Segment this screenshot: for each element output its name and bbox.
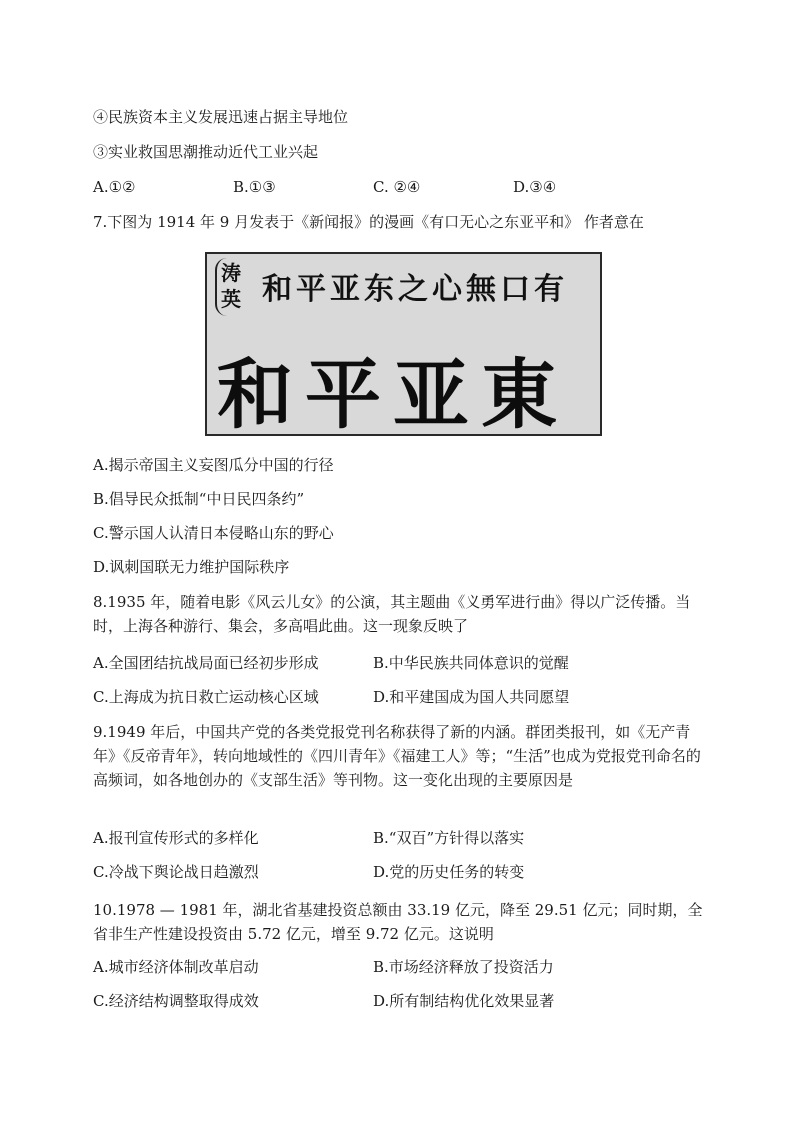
q10-option-c[interactable]: C.经济结构调整取得成效 bbox=[93, 992, 259, 1010]
q10-stem: 10.1978 — 1981 年，湖北省基建投资总额由 33.19 亿元，降至 29.51 亿元；同时期，全省非生产性建设投资由 5.72 亿元，增至 9.72 亿元。这说明 bbox=[93, 901, 703, 943]
q7-stem: 7.下图为 1914 年 9 月发表于《新闻报》的漫画《有口无心之东亚平和》 作者意在 bbox=[93, 213, 644, 231]
cartoon-title-text: 和平亚东之心無口有 bbox=[262, 272, 568, 307]
cartoon-image bbox=[205, 252, 602, 436]
q7-option-d[interactable]: D.讽刺国联无力维护国际秩序 bbox=[93, 558, 290, 576]
q6-option-b[interactable]: B.①③ bbox=[233, 178, 276, 196]
option-item-3: ③实业救国思潮推动近代工业兴起 bbox=[93, 143, 319, 161]
q7-option-b[interactable]: B.倡导民众抵制“中日民四条约” bbox=[93, 490, 305, 508]
q6-option-c[interactable]: C. ②④ bbox=[373, 178, 421, 196]
q8-option-d[interactable]: D.和平建国成为国人共同愿望 bbox=[373, 688, 570, 706]
q9-option-d[interactable]: D.党的历史任务的转变 bbox=[373, 863, 525, 881]
q8-stem: 8.1935 年，随着电影《风云儿女》的公演，其主题曲《义勇军进行曲》得以广泛传播。当时，上海各种游行、集会，多高唱此曲。这一现象反映了 bbox=[93, 593, 691, 635]
option-item-4: ④民族资本主义发展迅速占据主导地位 bbox=[93, 108, 349, 126]
q9-option-c[interactable]: C.冷战下舆论战日趋激烈 bbox=[93, 863, 259, 881]
q10-option-d[interactable]: D.所有制结构优化效果显著 bbox=[373, 992, 555, 1010]
q8-option-b[interactable]: B.中华民族共同体意识的觉醒 bbox=[373, 654, 569, 672]
q9-stem: 9.1949 年后，中国共产党的各类党报党刊名称获得了新的内涵。群团类报刊，如《无产青年》《反帝青年》，转向地域性的《四川青年》《福建工人》等；“生活”也成为党报党刊命名的高频词，如各地创办的《支部生活》等刊物。这一变化出现的主要原因是 bbox=[93, 723, 701, 789]
q10-option-a[interactable]: A.城市经济体制改革启动 bbox=[93, 958, 259, 976]
q7-option-c[interactable]: C.警示国人认清日本侵略山东的野心 bbox=[93, 524, 334, 542]
q8-option-a[interactable]: A.全国团结抗战局面已经初步形成 bbox=[93, 654, 319, 672]
q7-option-a[interactable]: A.揭示帝国主义妄图瓜分中国的行径 bbox=[93, 456, 334, 474]
cartoon-author-text: 涛英 bbox=[221, 261, 241, 311]
q8-option-c[interactable]: C.上海成为抗日救亡运动核心区域 bbox=[93, 688, 319, 706]
q10-option-b[interactable]: B.市场经济释放了投资活力 bbox=[373, 958, 554, 976]
cartoon-main-text: 和平亚東 bbox=[217, 350, 569, 436]
q6-option-a[interactable]: A.①② bbox=[93, 178, 136, 196]
q9-option-b[interactable]: B.“双百”方针得以落实 bbox=[373, 829, 525, 847]
q6-option-d[interactable]: D.③④ bbox=[513, 178, 557, 196]
q9-option-a[interactable]: A.报刊宣传形式的多样化 bbox=[93, 829, 259, 847]
